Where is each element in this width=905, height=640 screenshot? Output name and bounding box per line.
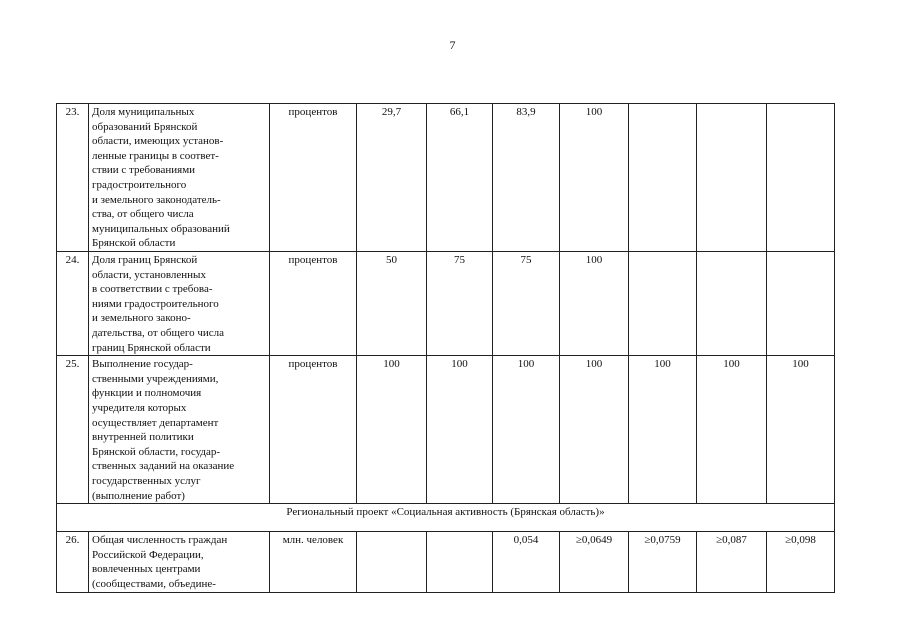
table-row xyxy=(57,532,835,593)
section-header: Региональный проект «Социальная активность (Брянская область)» xyxy=(57,504,835,532)
value-cell: ≥0,0759 xyxy=(629,532,697,593)
value-cell: 83,9 xyxy=(493,104,560,252)
value-cell: 75 xyxy=(427,252,493,356)
value-cell xyxy=(697,104,767,252)
value-cell: 100 xyxy=(629,356,697,504)
unit-cell: процентов xyxy=(270,104,357,252)
value-cell: 100 xyxy=(493,356,560,504)
value-cell: 100 xyxy=(560,356,629,504)
value-cell: ≥0,0649 xyxy=(560,532,629,593)
value-cell: ≥0,098 xyxy=(767,532,835,593)
value-cell xyxy=(767,252,835,356)
section-header-row xyxy=(57,504,835,532)
value-cell: 50 xyxy=(357,252,427,356)
value-cell: 29,7 xyxy=(357,104,427,252)
table-row xyxy=(57,252,835,356)
value-cell xyxy=(767,104,835,252)
value-cell: 75 xyxy=(493,252,560,356)
indicator-name: Доля муниципальных образований Брянской области, имеющих установ- ленные границы в соответ- ствии с требованиями градостроительного и земельного законодатель- ства, от общего числа муниципальных образований Брянской области xyxy=(89,104,270,252)
value-cell xyxy=(427,532,493,593)
table-row xyxy=(57,356,835,504)
unit-cell: процентов xyxy=(270,252,357,356)
page-number: 7 xyxy=(449,38,456,52)
value-cell xyxy=(697,252,767,356)
row-number: 25. xyxy=(57,356,89,504)
value-cell: 100 xyxy=(357,356,427,504)
table-row xyxy=(57,104,835,252)
value-cell: 100 xyxy=(767,356,835,504)
row-number: 24. xyxy=(57,252,89,356)
value-cell: ≥0,087 xyxy=(697,532,767,593)
value-cell xyxy=(629,252,697,356)
value-cell xyxy=(629,104,697,252)
indicator-name: Доля границ Брянской области, установленных в соответствии с требова- ниями градостроительного и земельного законо- дательства, от общего числа границ Брянской области xyxy=(89,252,270,356)
value-cell: 100 xyxy=(560,104,629,252)
value-cell: 100 xyxy=(697,356,767,504)
indicators-table xyxy=(56,103,835,593)
value-cell: 100 xyxy=(427,356,493,504)
value-cell: 100 xyxy=(560,252,629,356)
value-cell: 0,054 xyxy=(493,532,560,593)
row-number: 23. xyxy=(57,104,89,252)
value-cell: 66,1 xyxy=(427,104,493,252)
unit-cell: процентов xyxy=(270,356,357,504)
row-number: 26. xyxy=(57,532,89,593)
indicator-name: Выполнение государ- ственными учреждениями, функции и полномочия учредителя которых осуществляет департамент внутренней политики Брянской области, государ- ственных заданий на оказание государственных услуг (выполнение работ) xyxy=(89,356,270,504)
value-cell xyxy=(357,532,427,593)
indicator-name: Общая численность граждан Российской Федерации, вовлеченных центрами (сообществами, объедине- xyxy=(89,532,270,593)
unit-cell: млн. человек xyxy=(270,532,357,593)
